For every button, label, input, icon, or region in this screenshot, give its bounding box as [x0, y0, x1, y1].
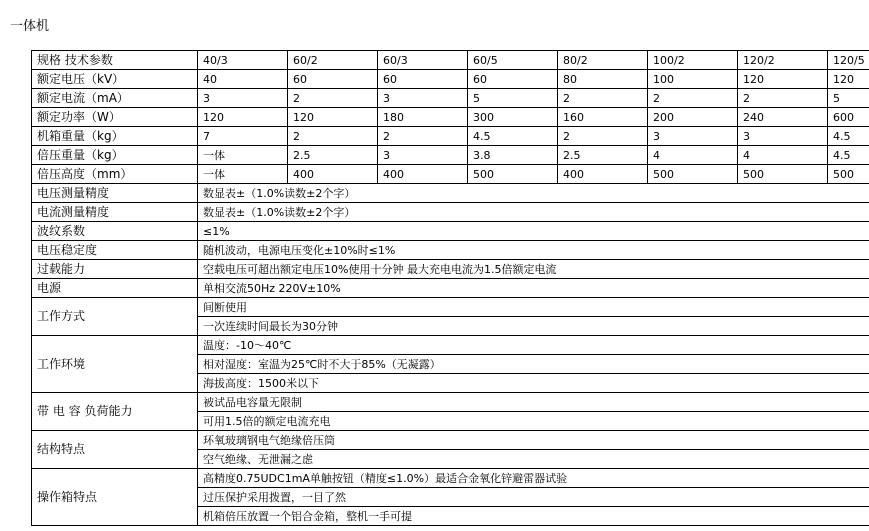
header-model-cell: 40/3	[198, 51, 288, 70]
feature-row	[32, 298, 869, 317]
spec-label-cell: 机箱重量（kg）	[32, 127, 198, 146]
spec-label-cell: 倍压重量（kg）	[32, 146, 198, 165]
feature-text-cell: 高精度0.75UDC1mA单触按钮（精度≤1.0%）最适合金氧化锌避雷器试验	[198, 469, 869, 488]
feature-row	[32, 241, 869, 260]
feature-label-cell: 电流测量精度	[32, 203, 198, 222]
feature-text-cell: 可用1.5倍的额定电流充电	[198, 412, 869, 431]
spec-value-cell: 60	[378, 70, 468, 89]
feature-label-cell: 波纹系数	[32, 222, 198, 241]
feature-text-cell: 数显表±（1.0%读数±2个字）	[198, 184, 869, 203]
feature-label-cell: 工作环境	[32, 336, 198, 393]
spec-value-cell: 40	[198, 70, 288, 89]
spec-value-cell: 3.8	[468, 146, 558, 165]
header-model-cell: 60/3	[378, 51, 468, 70]
header-model-cell: 60/5	[468, 51, 558, 70]
spec-label-cell: 额定电压（kV）	[32, 70, 198, 89]
feature-label-cell: 工作方式	[32, 298, 198, 336]
spec-value-cell: 500	[468, 165, 558, 184]
feature-row	[32, 222, 869, 241]
feature-text-cell: 空气绝缘、无泄漏之虑	[198, 450, 869, 469]
spec-value-cell: 200	[648, 108, 738, 127]
spec-label-cell: 额定电流（mA）	[32, 89, 198, 108]
feature-label-cell: 电压稳定度	[32, 241, 198, 260]
spec-value-cell: 240	[738, 108, 828, 127]
feature-text-cell: 温度：-10～40℃	[198, 336, 869, 355]
spec-row	[32, 146, 869, 165]
spec-label-cell: 额定功率（W）	[32, 108, 198, 127]
feature-text-cell: 机箱倍压放置一个铝合金箱，整机一手可提	[198, 507, 869, 526]
spec-value-cell: 120	[288, 108, 378, 127]
spec-value-cell: 500	[828, 165, 869, 184]
feature-row	[32, 431, 869, 450]
spec-value-cell: 400	[288, 165, 378, 184]
feature-text-cell: 数显表±（1.0%读数±2个字）	[198, 203, 869, 222]
spec-value-cell: 2.5	[558, 146, 648, 165]
spec-value-cell: 120	[738, 70, 828, 89]
spec-value-cell: 180	[378, 108, 468, 127]
spec-value-cell: 3	[648, 127, 738, 146]
header-model-cell: 120/5	[828, 51, 869, 70]
header-row	[32, 51, 869, 70]
feature-row	[32, 279, 869, 298]
spec-value-cell: 4.5	[468, 127, 558, 146]
spec-value-cell: 2.5	[288, 146, 378, 165]
spec-value-cell: 2	[738, 89, 828, 108]
feature-text-cell: 空载电压可超出额定电压10%使用十分钟 最大充电电流为1.5倍额定电流	[198, 260, 869, 279]
feature-text-cell: ≤1%	[198, 222, 869, 241]
page-title: 一体机	[10, 19, 50, 34]
feature-row	[32, 203, 869, 222]
spec-row	[32, 70, 869, 89]
spec-value-cell: 2	[288, 127, 378, 146]
feature-label-cell: 操作箱特点	[32, 469, 198, 526]
spec-value-cell: 2	[378, 127, 468, 146]
spec-value-cell: 一体	[198, 165, 288, 184]
spec-value-cell: 2	[558, 89, 648, 108]
spec-value-cell: 100	[648, 70, 738, 89]
spec-row	[32, 108, 869, 127]
spec-value-cell: 80	[558, 70, 648, 89]
feature-text-cell: 间断使用	[198, 298, 869, 317]
header-model-cell: 60/2	[288, 51, 378, 70]
feature-row	[32, 393, 869, 412]
header-label-cell: 规格 技术参数	[32, 51, 198, 70]
header-model-cell: 80/2	[558, 51, 648, 70]
spec-value-cell: 500	[648, 165, 738, 184]
spec-value-cell: 300	[468, 108, 558, 127]
feature-label-cell: 带 电 容 负荷能力	[32, 393, 198, 431]
feature-label-cell: 电压测量精度	[32, 184, 198, 203]
spec-label-cell: 倍压高度（mm）	[32, 165, 198, 184]
spec-value-cell: 4.5	[828, 146, 869, 165]
spec-value-cell: 4.5	[828, 127, 869, 146]
header-model-cell: 100/2	[648, 51, 738, 70]
spec-value-cell: 2	[558, 127, 648, 146]
spec-row	[32, 127, 869, 146]
spec-value-cell: 5	[468, 89, 558, 108]
feature-row	[32, 184, 869, 203]
feature-text-cell: 相对湿度：室温为25℃时不大于85%（无凝露）	[198, 355, 869, 374]
spec-value-cell: 5	[828, 89, 869, 108]
spec-table	[31, 50, 869, 526]
spec-value-cell: 3	[378, 146, 468, 165]
spec-value-cell: 3	[738, 127, 828, 146]
feature-text-cell: 环氧玻璃钢电气绝缘倍压筒	[198, 431, 869, 450]
spec-value-cell: 4	[648, 146, 738, 165]
spec-value-cell: 60	[468, 70, 558, 89]
feature-text-cell: 单相交流50Hz 220V±10%	[198, 279, 869, 298]
spec-value-cell: 500	[738, 165, 828, 184]
feature-text-cell: 被试品电容量无限制	[198, 393, 869, 412]
spec-value-cell: 400	[378, 165, 468, 184]
feature-row	[32, 336, 869, 355]
spec-value-cell: 一体	[198, 146, 288, 165]
feature-text-cell: 一次连续时间最长为30分钟	[198, 317, 869, 336]
spec-table-body	[32, 51, 869, 526]
spec-value-cell: 3	[198, 89, 288, 108]
spec-value-cell: 120	[828, 70, 869, 89]
spec-value-cell: 400	[558, 165, 648, 184]
spec-value-cell: 600	[828, 108, 869, 127]
spec-row	[32, 89, 869, 108]
feature-text-cell: 随机波动，电源电压变化±10%时≤1%	[198, 241, 869, 260]
spec-value-cell: 2	[288, 89, 378, 108]
spec-value-cell: 2	[648, 89, 738, 108]
feature-label-cell: 电源	[32, 279, 198, 298]
spec-row	[32, 165, 869, 184]
spec-value-cell: 60	[288, 70, 378, 89]
spec-value-cell: 7	[198, 127, 288, 146]
feature-label-cell: 过载能力	[32, 260, 198, 279]
feature-row	[32, 469, 869, 488]
spec-value-cell: 3	[378, 89, 468, 108]
feature-label-cell: 结构特点	[32, 431, 198, 469]
spec-value-cell: 160	[558, 108, 648, 127]
feature-row	[32, 260, 869, 279]
spec-value-cell: 120	[198, 108, 288, 127]
header-model-cell: 120/2	[738, 51, 828, 70]
feature-text-cell: 海拔高度：1500米以下	[198, 374, 869, 393]
feature-text-cell: 过压保护采用拨置，一目了然	[198, 488, 869, 507]
spec-value-cell: 4	[738, 146, 828, 165]
